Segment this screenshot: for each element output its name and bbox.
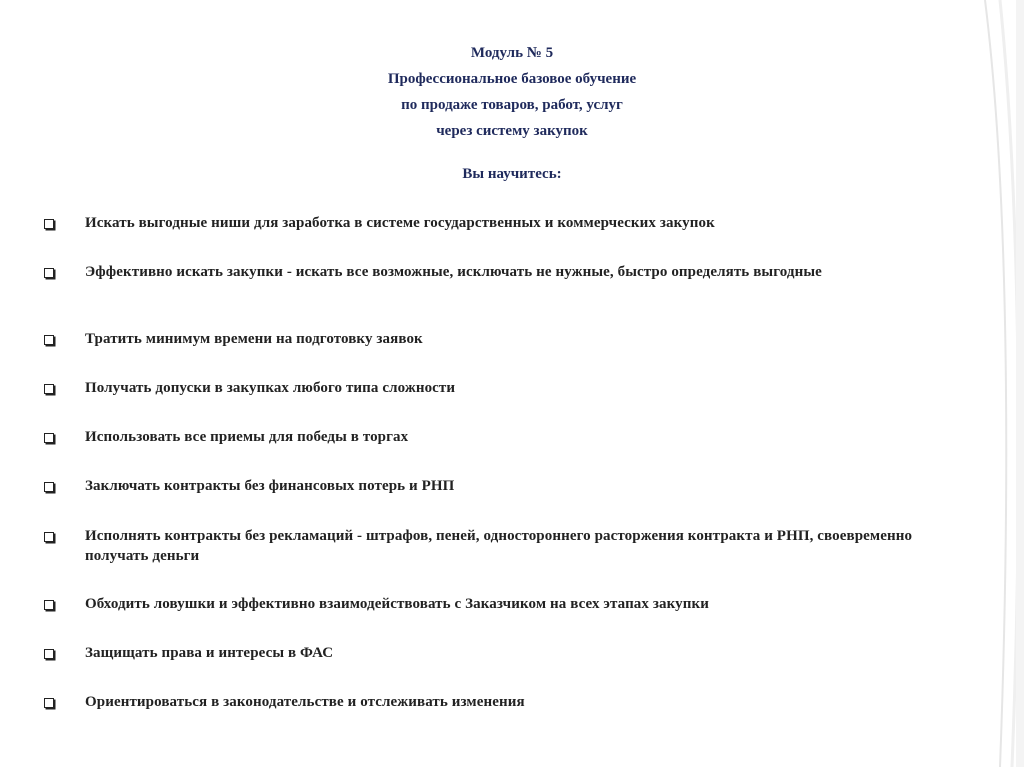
list-item: [42, 476, 972, 496]
list-item-text: Заключать контракты без финансовых потерь и РНП: [85, 478, 455, 494]
list-item: [42, 262, 972, 282]
checkbox-bullet-icon: [44, 384, 54, 394]
checkbox-bullet-icon: [44, 268, 54, 278]
list-item: [42, 378, 972, 398]
course-title-line-3: через систему закупок: [436, 123, 588, 139]
checkbox-bullet-icon: [44, 649, 54, 659]
checkbox-bullet-icon: [44, 698, 54, 708]
list-item: [42, 692, 972, 712]
list-item: [42, 643, 972, 663]
checkbox-bullet-icon: [44, 600, 54, 610]
list-item-text: Защищать права и интересы в ФАС: [85, 645, 334, 661]
checkbox-bullet-icon: [44, 482, 54, 492]
list-item: [42, 594, 972, 614]
slide-header: [0, 40, 1024, 144]
checkbox-bullet-icon: [44, 433, 54, 443]
checkbox-bullet-icon: [44, 219, 54, 229]
list-item-text: Искать выгодные ниши для заработка в системе государственных и коммерческих закупок: [85, 215, 715, 231]
list-item: [42, 329, 972, 349]
list-item-text: Получать допуски в закупках любого типа сложности: [85, 380, 456, 396]
list-item-text: Исполнять контракты без рекламаций - штрафов, пеней, одностороннего расторжения контракта и РНП, своевременно получать деньги: [85, 528, 913, 564]
checkbox-bullet-icon: [44, 335, 54, 345]
list-item-text: Эффективно искать закупки - искать все возможные, исключать не нужные, быстро определять выгодные: [85, 264, 822, 280]
checkbox-bullet-icon: [44, 532, 54, 542]
learning-outcomes-heading: Вы научитесь:: [462, 166, 562, 182]
module-number: Модуль № 5: [470, 45, 554, 61]
list-item: [42, 427, 972, 447]
list-item-text: Обходить ловушки и эффективно взаимодействовать с Заказчиком на всех этапах закупки: [85, 596, 709, 612]
list-item-text: Тратить минимум времени на подготовку заявок: [85, 331, 423, 347]
course-title-line-1: Профессиональное базовое обучение: [387, 71, 637, 87]
list-item-text: Ориентироваться в законодательстве и отслеживать изменения: [85, 694, 525, 710]
list-item: [42, 213, 972, 233]
course-title-line-2: по продаже товаров, работ, услуг: [401, 97, 623, 113]
list-item-text: Использовать все приемы для победы в торгах: [85, 429, 409, 445]
list-item: [42, 526, 972, 566]
